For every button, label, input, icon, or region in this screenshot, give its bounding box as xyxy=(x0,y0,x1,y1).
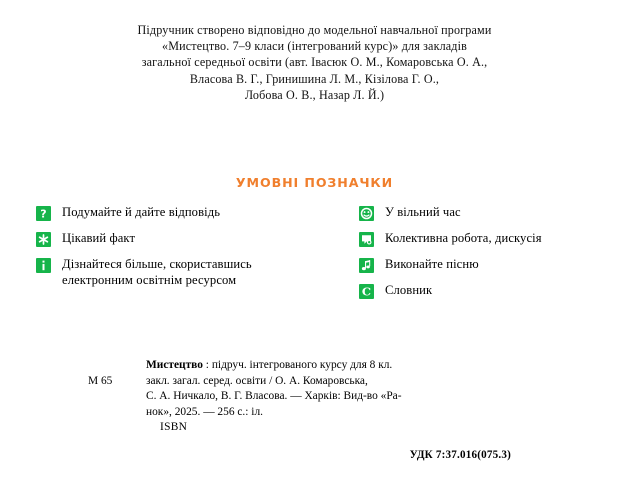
legend-column-left xyxy=(36,205,341,288)
legend-item-label xyxy=(62,257,252,288)
info-icon xyxy=(36,258,51,273)
svg-text:?: ? xyxy=(40,207,47,221)
program-note-line: загальної середньої освіти (авт. Івасюк О. М., Комаровська О. А., xyxy=(141,55,488,70)
legend-label-line: Виконайте пісню xyxy=(385,257,479,271)
legend-item-free-time xyxy=(359,205,624,221)
legend-label-line: Колективна робота, дискусія xyxy=(385,231,542,245)
bibliographic-title: Мистецтво xyxy=(146,359,203,371)
program-note-line: «Мистецтво. 7–9 класи (інтегрований курс)» для закладів xyxy=(162,39,467,54)
udk-classification: УДК 7:37.016(075.3) xyxy=(409,449,511,461)
bibliographic-line-1-rest: : підруч. інтегрованого курсу для 8 кл. xyxy=(202,359,393,371)
bibliographic-line-3: С. А. Ничкало, В. Г. Власова. — Харків: Вид-во «Ра- xyxy=(146,390,402,403)
legend-item-collective-work-discussion xyxy=(359,231,624,247)
speech-bubble-icon xyxy=(359,232,374,247)
legend-item-label xyxy=(385,231,542,247)
music-note-icon xyxy=(359,258,374,273)
svg-text:C: C xyxy=(361,284,372,299)
legend-item-label xyxy=(62,231,135,247)
bibliographic-line-2: закл. загал. серед. освіти / О. А. Комаровська, xyxy=(146,374,368,387)
legend-item-interesting-fact xyxy=(36,231,341,247)
bibliographic-line-1 xyxy=(146,358,508,374)
legend-item-learn-more-digital-resource xyxy=(36,257,341,288)
bibliographic-body xyxy=(146,358,508,420)
question-mark-icon xyxy=(36,206,51,221)
legend-section-title: УМОВНІ ПОЗНАЧКИ xyxy=(235,175,394,190)
bibliographic-record xyxy=(88,358,508,436)
program-note xyxy=(0,22,629,103)
legend-label-line: У вільний час xyxy=(385,205,461,219)
bibliographic-line-4: нок», 2025. — 256 с.: іл. xyxy=(146,405,263,418)
legend-item-label xyxy=(385,257,479,273)
smiley-face-icon xyxy=(359,206,374,221)
legend-item-think-and-answer xyxy=(36,205,341,221)
legend-item-dictionary xyxy=(359,283,624,299)
program-note-line: Підручник створено відповідно до модельної навчальної програми xyxy=(137,23,492,37)
legend-label-line: електронним освітнім ресурсом xyxy=(62,272,237,287)
legend-column-right xyxy=(359,205,624,299)
legend-item-label xyxy=(385,283,432,299)
bibliographic-row xyxy=(88,358,508,420)
legend-item-perform-a-song xyxy=(359,257,624,273)
asterisk-icon xyxy=(36,232,51,247)
legend-section xyxy=(0,205,629,315)
legend-label-line: Цікавий факт xyxy=(62,231,136,245)
program-note-line: Власова В. Г., Гринишина Л. М., Кізілова Г. О., xyxy=(189,71,440,86)
dictionary-letter-c-icon xyxy=(359,284,374,299)
legend-item-label xyxy=(385,205,461,221)
isbn-label: ISBN xyxy=(160,421,188,434)
legend-label-line: Дізнайтеся більше, скориставшись xyxy=(62,257,252,271)
program-note-line: Лобова О. В., Назар Л. Й.) xyxy=(244,87,385,102)
legend-item-label xyxy=(62,205,220,221)
legend-label-line: Словник xyxy=(385,283,433,297)
legend-label-line: Подумайте й дайте відповідь xyxy=(62,205,221,219)
catalog-mark: М 65 xyxy=(88,374,113,387)
